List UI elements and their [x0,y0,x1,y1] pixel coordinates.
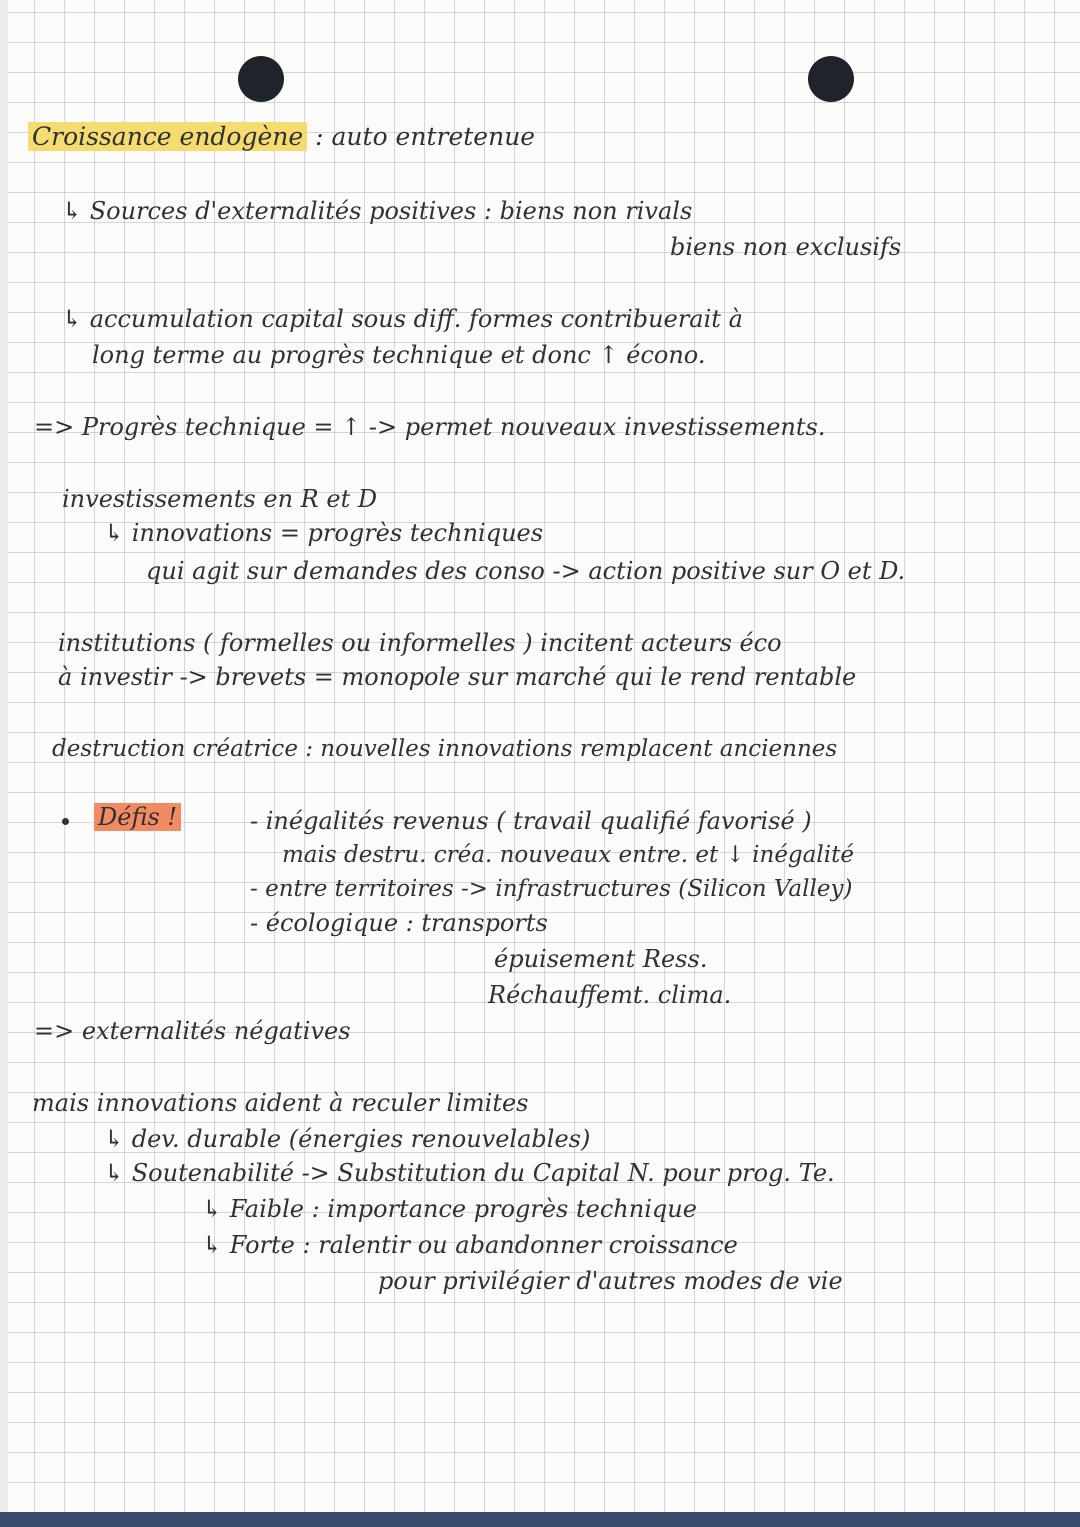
line-brevets: à investir -> brevets = monopole sur marché qui le rend rentable [58,663,857,691]
defi-epuisement: épuisement Ress. [494,945,708,973]
defis-label: Défis ! [94,802,181,832]
line-institutions: institutions ( formelles ou informelles ) incitent acteurs éco [58,629,782,657]
line-innovations: ↳ innovations = progrès techniques [104,519,544,547]
line-progres: => Progrès technique = ↑ -> permet nouveaux investissements. [34,413,826,441]
defi-rechauffement: Réchauffemt. clima. [488,981,732,1009]
line-privilegier: pour privilégier d'autres modes de vie [378,1267,843,1295]
line-dev-durable: ↳ dev. durable (énergies renouvelables) [104,1125,591,1153]
line-soutenabilite: ↳ Soutenabilité -> Substitution du Capital N. pour prog. Te. [104,1159,835,1187]
page-edge [0,0,8,1527]
table-edge [0,1512,1080,1527]
line-externalites-negatives: => externalités négatives [34,1017,351,1045]
defi-inegalites: - inégalités revenus ( travail qualifié favorisé ) [250,807,812,835]
bullet [62,818,69,825]
line-demandes: qui agit sur demandes des conso -> action positive sur O et D. [146,557,906,585]
line-investissements: investissements en R et D [62,485,378,513]
defi-destru: mais destru. créa. nouveaux entre. et ↓ inégalité [282,842,854,868]
line-mais-innovations: mais innovations aident à reculer limites [32,1089,529,1117]
punch-hole-right [808,56,854,102]
line-sources: ↳ Sources d'externalités positives : biens non rivals [62,197,693,225]
title-line [28,122,535,152]
line-long-terme: long terme au progrès technique et donc ↑ écono. [92,341,706,369]
defi-ecologique: - écologique : transports [250,909,548,937]
title-highlight: Croissance endogène [28,122,307,151]
line-biens-exclusifs: biens non exclusifs [670,233,902,261]
line-forte: ↳ Forte : ralentir ou abandonner croissance [202,1231,738,1259]
title-rest: : auto entretenue [315,122,536,151]
line-faible: ↳ Faible : importance progrès technique [202,1195,697,1223]
punch-hole-left [238,56,284,102]
line-destruction: destruction créatrice : nouvelles innovations remplacent anciennes [52,736,838,762]
defi-territoires: - entre territoires -> infrastructures (Silicon Valley) [250,876,853,902]
line-accumulation: ↳ accumulation capital sous diff. formes contribuerait à [62,305,743,333]
